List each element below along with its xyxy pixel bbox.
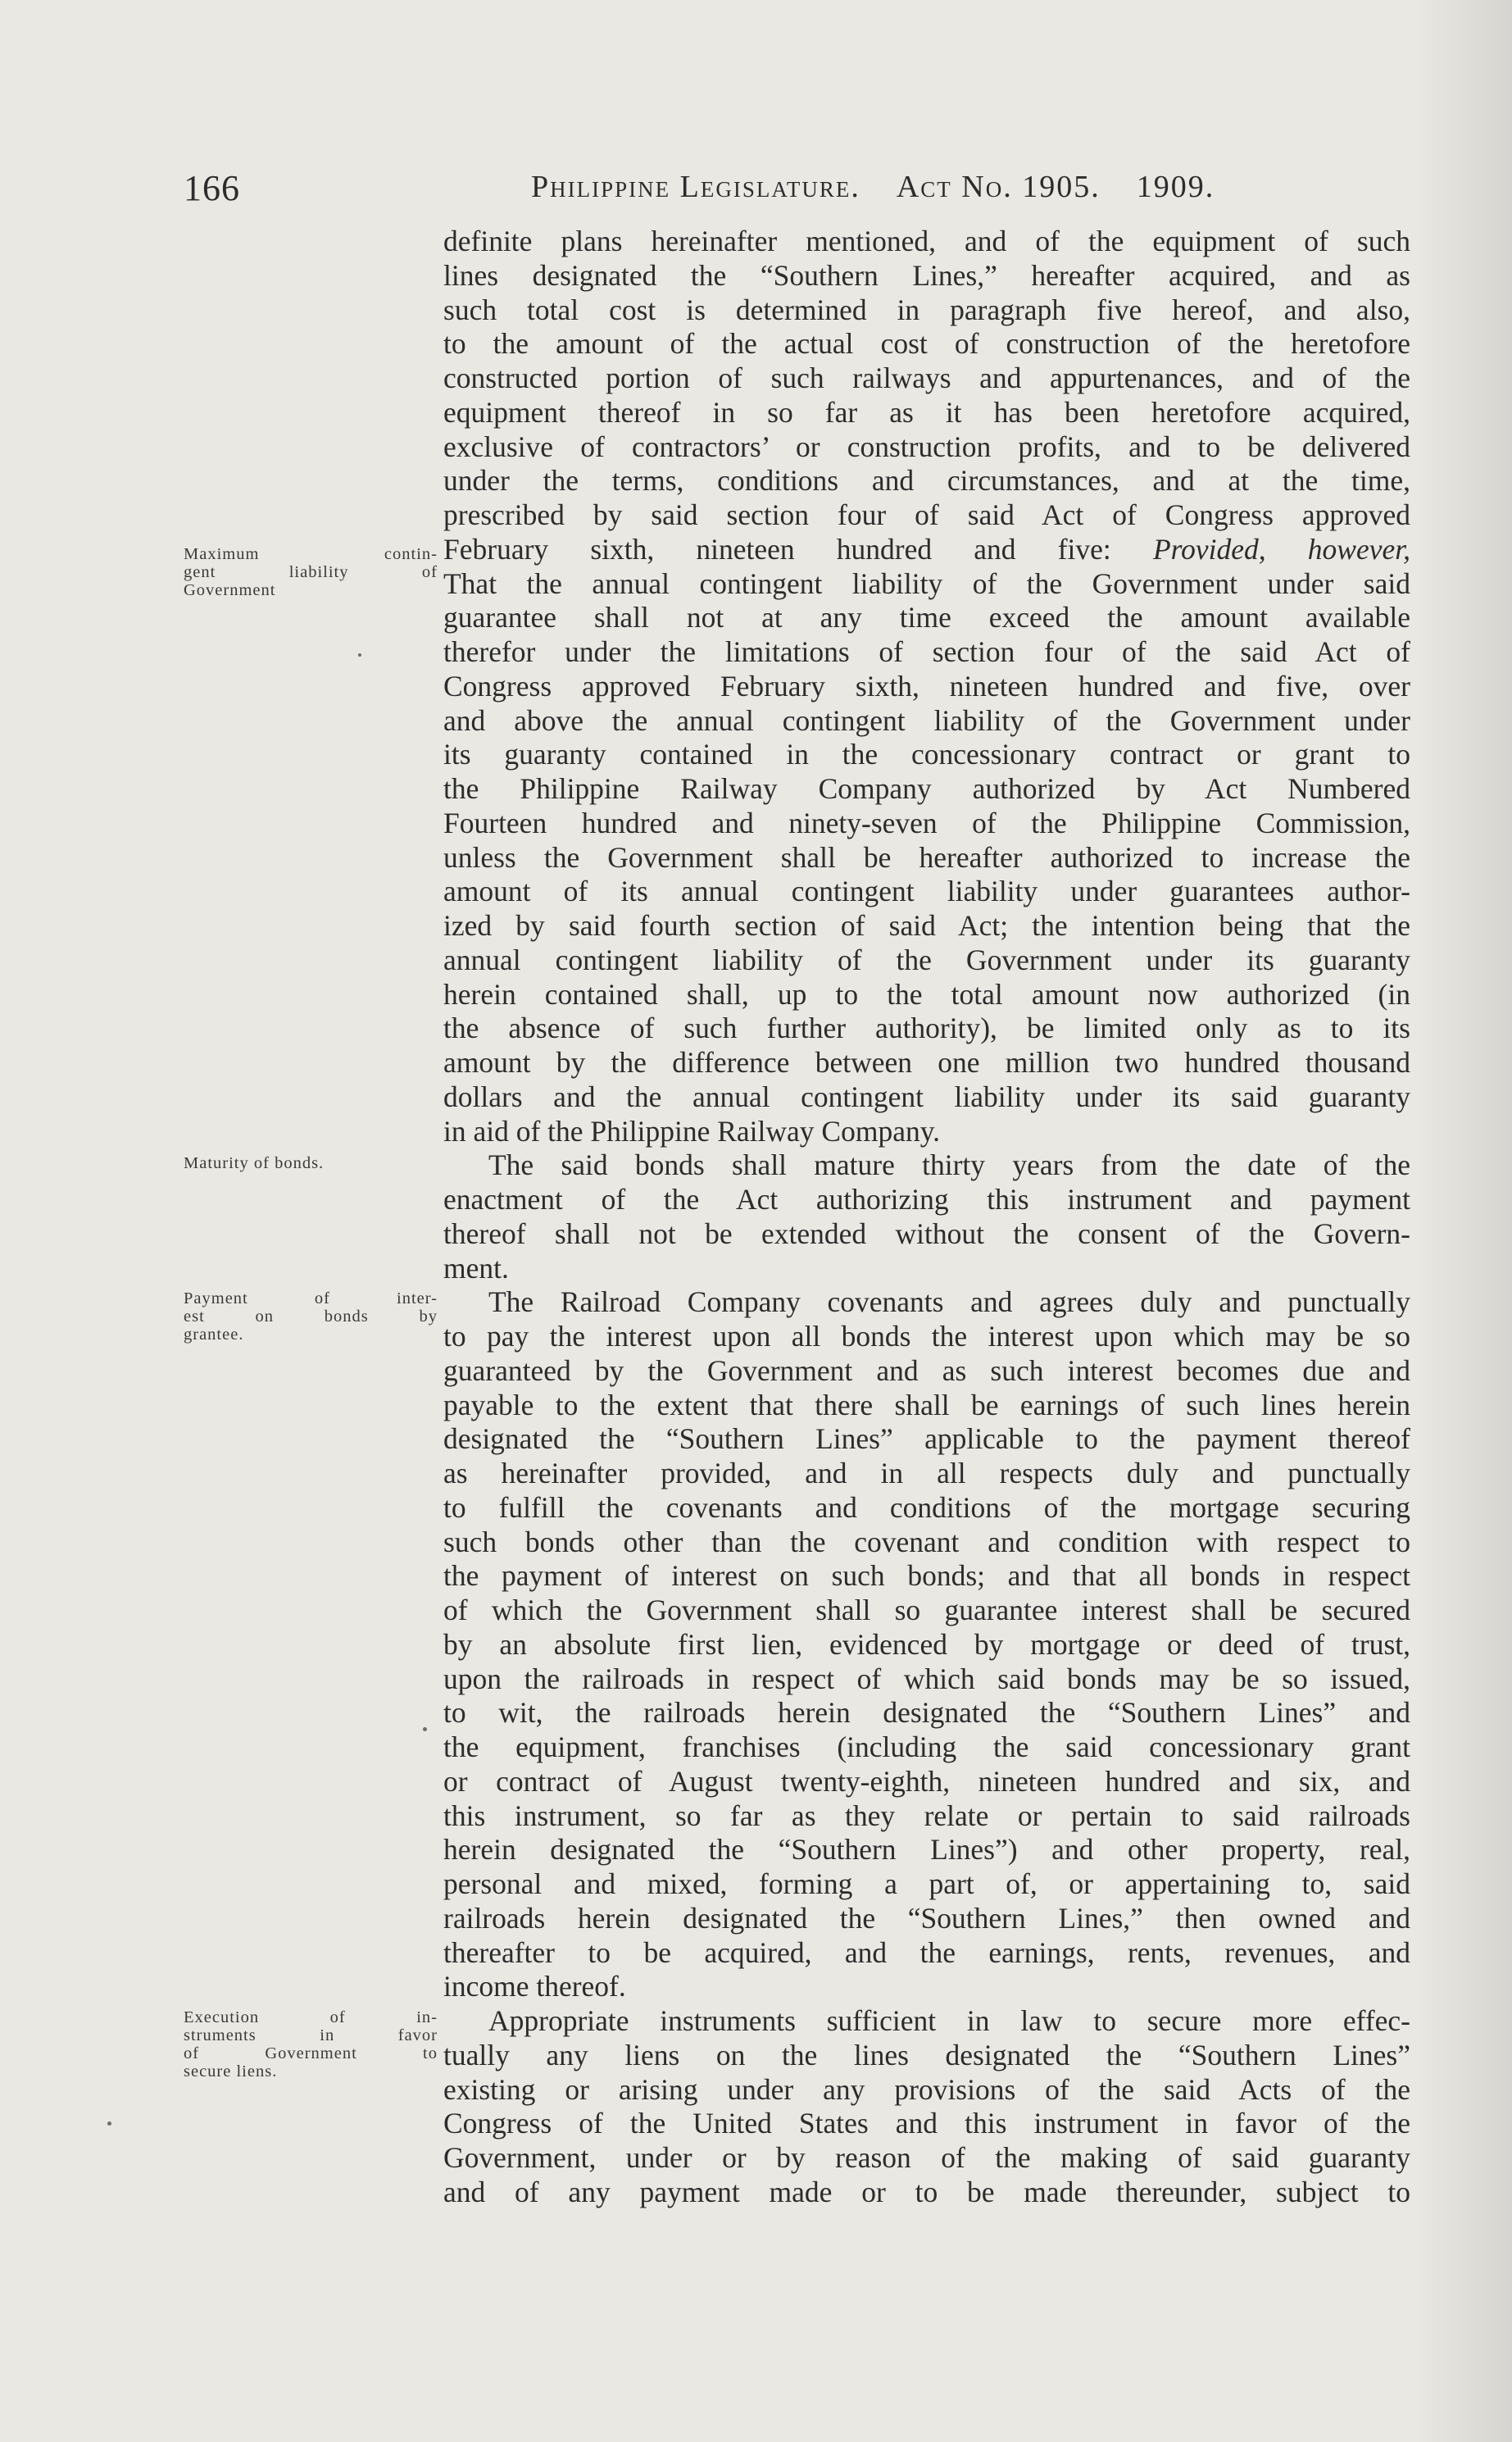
running-head: [531, 169, 1215, 205]
text-line: to fulfill the covenants and conditions of the mortgage securing: [443, 1490, 1410, 1524]
sidenote-line: Maximum contin-: [184, 545, 438, 563]
text-line: amount of its annual contingent liability under guarantees author-: [443, 875, 1410, 908]
text-line: to wit, the railroads herein designated the “Southern Lines” and: [443, 1696, 1410, 1730]
text-line: guarantee shall not at any time exceed the amount available: [443, 601, 1410, 634]
text-line: this instrument, so far as they relate or pertain to said railroads: [443, 1799, 1410, 1832]
text-line: designated the “Southern Lines” applicable to the payment thereof: [443, 1422, 1410, 1456]
text-line: ized by said fourth section of said Act; the intention being that the: [443, 909, 1410, 942]
text-line: constructed portion of such railways and appurtenances, and of the: [443, 362, 1410, 394]
text-line: its guaranty contained in the concessionary contract or grant to: [443, 738, 1410, 771]
text-line: unless the Government shall be hereafter authorized to increase the: [443, 840, 1410, 874]
text-line: herein designated the “Southern Lines”) and other property, real,: [443, 1833, 1410, 1867]
text-line: amount by the difference between one million two hundred thousand: [443, 1046, 1410, 1079]
text-line: lines designated the “Southern Lines,” hereafter acquired, and as: [443, 258, 1410, 292]
text-line: under the terms, conditions and circumstances, and at the time,: [443, 464, 1410, 498]
sidenote-maximum-contingent-liability: [184, 545, 438, 599]
text-line: The said bonds shall mature thirty years from the date of the: [488, 1148, 1410, 1182]
body-text: [443, 225, 1410, 2210]
text-line: the equipment, franchises (including the said concessionary grant: [443, 1730, 1410, 1763]
scan-speck: [107, 2121, 111, 2126]
text-line: herein contained shall, up to the total amount now authorized (in: [443, 977, 1410, 1011]
text-line: the absence of such further authority), be limited only as to its: [443, 1012, 1410, 1045]
text-line: income thereof.: [443, 1970, 626, 2003]
text-line: enactment of the Act authorizing this instrument and payment: [443, 1183, 1410, 1216]
text-line: Fourteen hundred and ninety-seven of the Philippine Commission,: [443, 806, 1410, 839]
page-edge-shadow: [1414, 0, 1512, 2442]
text-line: of which the Government shall so guarantee interest shall be secured: [443, 1594, 1410, 1626]
sidenote-line: secure liens.: [184, 2062, 278, 2080]
text-line: personal and mixed, forming a part of, or appertaining to, said: [443, 1867, 1410, 1900]
text-fragment: February sixth, nineteen hundred and five:: [443, 532, 1153, 566]
scan-speck: [423, 1727, 427, 1731]
text-line: Congress of the United States and this instrument in favor of the: [443, 2107, 1410, 2140]
sidenote-line: Payment of inter-: [184, 1289, 438, 1307]
sidenote-line: Execution of in-: [184, 2008, 438, 2026]
text-line: such bonds other than the covenant and condition with respect to: [443, 1525, 1410, 1558]
text-line: and of any payment made or to be made thereunder, subject to: [443, 2175, 1410, 2208]
text-line: in aid of the Philippine Railway Company.: [443, 1114, 941, 1148]
text-line: The Railroad Company covenants and agrees duly and punctually: [488, 1285, 1410, 1319]
sidenote-execution-of-instruments: [184, 2008, 438, 2080]
text-line: thereof shall not be extended without the consent of the Govern-: [443, 1216, 1410, 1250]
text-line: thereafter to be acquired, and the earnings, rents, revenues, and: [443, 1935, 1410, 1969]
proviso-italic: Provided, however,: [1152, 532, 1411, 566]
sidenote-line: grantee.: [184, 1326, 244, 1344]
text-line: ment.: [443, 1251, 509, 1285]
text-line: tually any liens on the lines designated the “Southern Lines”: [443, 2038, 1410, 2071]
sidenote-line: est on bonds by: [184, 1307, 438, 1326]
sidenote-line: Government: [184, 581, 276, 599]
text-line: Government, under or by reason of the making of said guaranty: [443, 2141, 1410, 2174]
text-line: definite plans hereinafter mentioned, and of the equipment of such: [443, 225, 1410, 257]
sidenote-maturity-of-bonds: [184, 1154, 438, 1172]
running-head-title: Philippine Legislature.: [531, 170, 860, 204]
text-line: equipment thereof in so far as it has been heretofore acquired,: [443, 395, 1410, 429]
sidenote-line: of Government to: [184, 2044, 438, 2062]
sidenote-line: gent liability of: [184, 563, 438, 581]
text-line: therefor under the limitations of section four of the said Act of: [443, 635, 1410, 668]
text-line: payable to the extent that there shall be earnings of such lines herein: [443, 1388, 1410, 1421]
text-line: dollars and the annual contingent liability under its said guaranty: [443, 1080, 1410, 1113]
text-line: annual contingent liability of the Government under its guaranty: [443, 943, 1410, 976]
running-head-act: Act No. 1905.: [896, 170, 1101, 204]
text-line: railroads herein designated the “Southern Lines,” then owned and: [443, 1901, 1410, 1935]
text-line: as hereinafter provided, and in all respects duly and punctually: [443, 1457, 1410, 1489]
text-line: existing or arising under any provisions of the said Acts of the: [443, 2072, 1410, 2106]
text-line: such total cost is determined in paragraph five hereof, and also,: [443, 293, 1410, 326]
text-line: by an absolute first lien, evidenced by mortgage or deed of trust,: [443, 1627, 1410, 1661]
sidenote-payment-of-interest: [184, 1289, 438, 1344]
sidenote-line: Maturity of bonds.: [184, 1154, 325, 1172]
text-line: the payment of interest on such bonds; and that all bonds in respect: [443, 1559, 1410, 1593]
text-line: That the annual contingent liability of the Government under said: [443, 566, 1410, 600]
sidenote-line: struments in favor: [184, 2026, 438, 2044]
text-line: to pay the interest upon all bonds the interest upon which may be so: [443, 1320, 1410, 1353]
scan-speck: [358, 653, 361, 657]
text-line: or contract of August twenty-eighth, nineteen hundred and six, and: [443, 1764, 1410, 1798]
text-line: guaranteed by the Government and as such interest becomes due and: [443, 1353, 1410, 1387]
text-line: upon the railroads in respect of which said bonds may be so issued,: [443, 1662, 1410, 1695]
page-number: 166: [184, 168, 240, 208]
text-line: Appropriate instruments sufficient in law to secure more effec-: [488, 2004, 1410, 2037]
text-line: exclusive of contractors’ or construction profits, and to be delivered: [443, 430, 1410, 463]
text-line: prescribed by said section four of said Act of Congress approved: [443, 498, 1410, 531]
text-line: Congress approved February sixth, nineteen hundred and five, over: [443, 669, 1410, 703]
text-line: to the amount of the actual cost of construction of the heretofore: [443, 327, 1410, 361]
running-head-year: 1909.: [1136, 170, 1215, 204]
text-line: the Philippine Railway Company authorized by Act Numbered: [443, 772, 1410, 805]
text-line: [443, 533, 1410, 567]
text-line: and above the annual contingent liability of the Government under: [443, 703, 1410, 737]
